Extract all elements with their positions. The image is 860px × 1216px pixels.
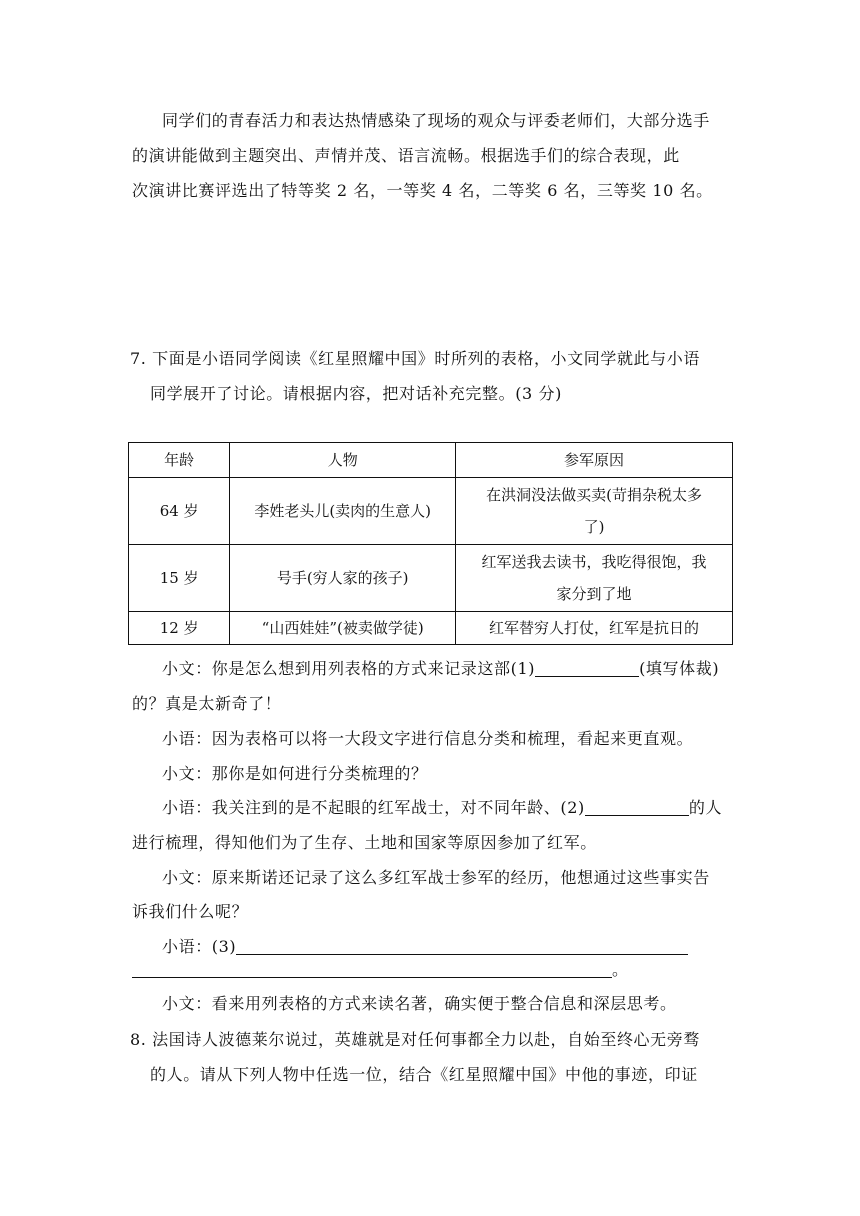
dialogue-line-1-cont: 的？真是太新奇了！ — [132, 694, 282, 713]
answer-blank-2[interactable] — [585, 799, 689, 816]
dialogue-line-2: 小语：因为表格可以将一大段文字进行信息分类和梳理，看起来更直观。 — [162, 729, 694, 748]
dialogue-line-6-cont — [132, 960, 629, 980]
cell-person: 号手(穷人家的孩子) — [230, 545, 456, 612]
cell-reason-line: 在洪洞没法做买卖(苛捐杂税太多 — [486, 486, 702, 504]
cell-reason-line: 了) — [583, 518, 605, 536]
dialogue-line-3: 小文：那你是如何进行分类梳理的？ — [162, 764, 428, 783]
dialogue-line-4-cont: 进行梳理，得知他们为了生存、土地和国家等原因参加了红军。 — [132, 833, 597, 852]
table-row — [129, 545, 733, 612]
dialogue-line-5: 小文：原来斯诺还记录了这么多红军战士参军的经历，他想通过这些事实告 — [162, 868, 710, 887]
dialogue-text: 小文：你是怎么想到用列表格的方式来记录这部(1) — [162, 659, 536, 678]
question-8-line-1: 8. 法国诗人波德莱尔说过，英雄就是对任何事都全力以赴，自始至终心无旁骛 — [130, 1030, 700, 1049]
dialogue-line-6 — [162, 937, 688, 957]
cell-person: 李姓老头儿(卖肉的生意人) — [230, 478, 456, 545]
cell-age: 64 岁 — [129, 478, 230, 545]
dialogue-line-7: 小文：看来用列表格的方式来读名著，确实便于整合信息和深层思考。 — [162, 994, 677, 1013]
table-header-row — [129, 443, 733, 478]
reading-table — [128, 442, 733, 645]
header-age: 年龄 — [129, 443, 230, 478]
dialogue-line-5-cont: 诉我们什么呢？ — [132, 902, 249, 921]
intro-line-3: 次演讲比赛评选出了特等奖 2 名，一等奖 4 名，二等奖 6 名，三等奖 10 名。 — [132, 181, 713, 200]
dialogue-text: 小语：我关注到的是不起眼的红军战士，对不同年龄、(2) — [162, 798, 585, 817]
cell-age: 12 岁 — [129, 612, 230, 645]
dialogue-line-4 — [162, 798, 722, 818]
dialogue-text: 的人 — [688, 798, 723, 817]
cell-reason-line: 家分到了地 — [556, 585, 632, 603]
header-person: 人物 — [230, 443, 456, 478]
cell-age: 15 岁 — [129, 545, 230, 612]
answer-blank-3[interactable] — [236, 938, 688, 955]
question-7-line-1: 7. 下面是小语同学阅读《红星照耀中国》时所列的表格，小文同学就此与小语 — [130, 349, 700, 368]
header-reason: 参军原因 — [456, 443, 733, 478]
answer-blank-3-cont[interactable] — [132, 961, 612, 978]
dialogue-line-1 — [162, 659, 719, 679]
table-row — [129, 612, 733, 645]
cell-reason — [456, 545, 733, 612]
table-row — [129, 478, 733, 545]
dialogue-text: 。 — [612, 960, 629, 979]
cell-reason: 红军替穷人打仗，红军是抗日的 — [456, 612, 733, 645]
question-8-line-2: 的人。请从下列人物中任选一位，结合《红星照耀中国》中他的事迹，印证 — [150, 1065, 698, 1084]
question-7-line-2: 同学展开了讨论。请根据内容，把对话补充完整。(3 分) — [150, 384, 562, 403]
intro-line-1: 同学们的青春活力和表达热情感染了现场的观众与评委老师们，大部分选手 — [162, 111, 710, 130]
intro-line-2: 的演讲能做到主题突出、声情并茂、语言流畅。根据选手们的综合表现，此 — [132, 146, 680, 165]
answer-blank-1[interactable] — [535, 660, 639, 677]
cell-reason — [456, 478, 733, 545]
dialogue-text: 小语：(3) — [162, 937, 237, 956]
cell-person: “山西娃娃”(被卖做学徒) — [230, 612, 456, 645]
dialogue-text: (填写体裁) — [639, 659, 720, 678]
cell-reason-line: 红军送我去读书，我吃得很饱，我 — [481, 553, 707, 571]
